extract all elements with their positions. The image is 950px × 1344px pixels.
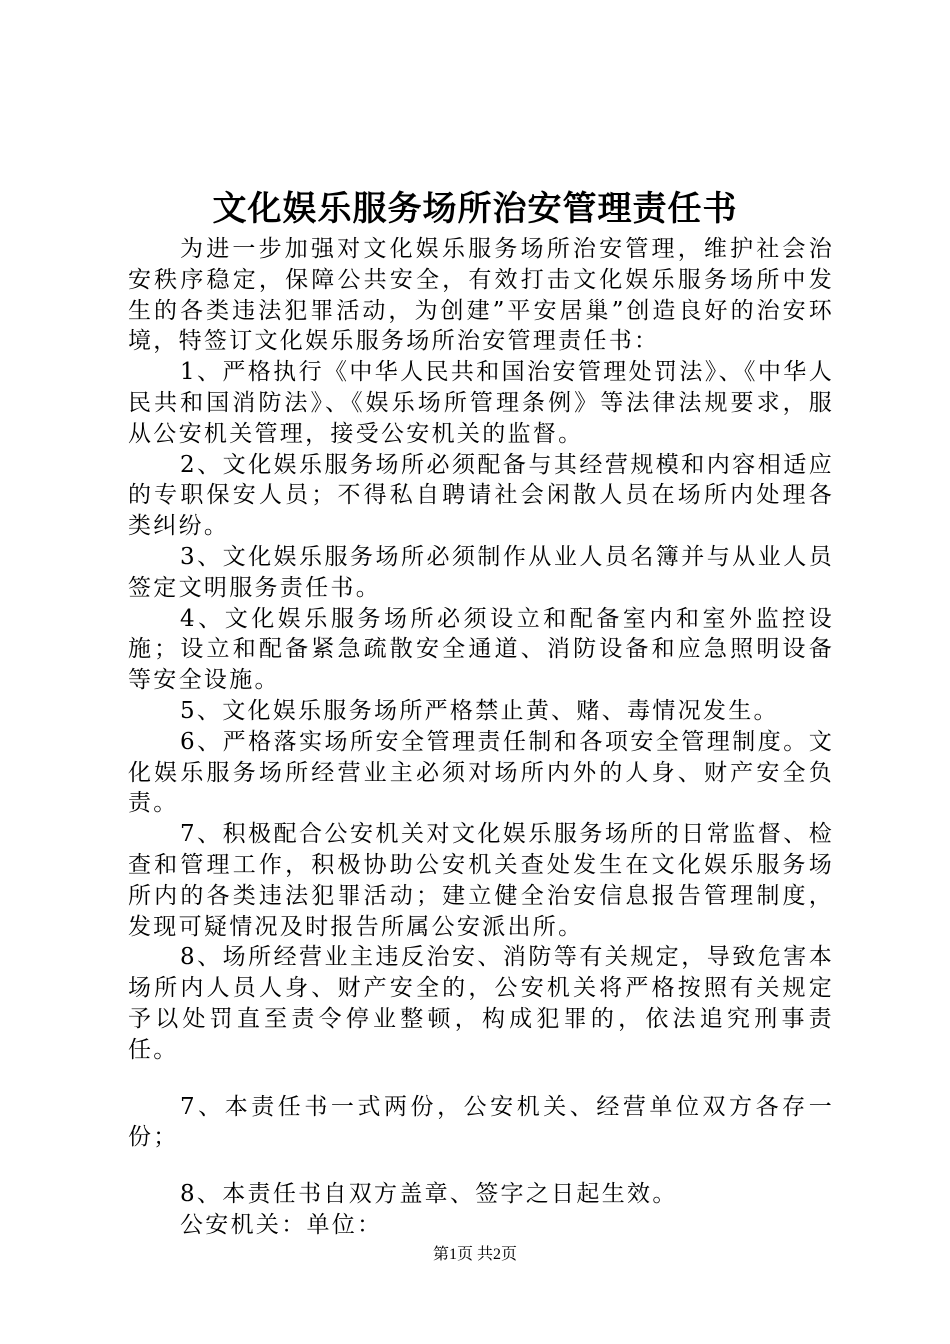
document-body xyxy=(128,234,834,1241)
copies-clause: 7、本责任书一式两份，公安机关、经营单位双方各存一份； xyxy=(128,1093,834,1151)
clause-4: 4、文化娱乐服务场所必须设立和配备室内和室外监控设施；设立和配备紧急疏散安全通道、消防设备和应急照明设备等安全设施。 xyxy=(128,605,834,694)
clause-8: 8、场所经营业主违反治安、消防等有关规定，导致危害本场所内人员人身、财产安全的，公安机关将严格按照有关规定予以处罚直至责令停业整顿，构成犯罪的，依法追究刑事责任。 xyxy=(128,944,834,1063)
clause-5: 5、文化娱乐服务场所严格禁止黄、赌、毒情况发生。 xyxy=(180,697,779,724)
clause-2: 2、文化娱乐服务场所必须配备与其经营规模和内容相适应的专职保安人员；不得私自聘请社会闲散人员在场所内处理各类纠纷。 xyxy=(128,451,834,540)
clause-6: 6、严格落实场所安全管理责任制和各项安全管理制度。文化娱乐服务场所经营业主必须对场所内外的人身、财产安全负责。 xyxy=(128,728,834,817)
clause-3: 3、文化娱乐服务场所必须制作从业人员名簿并与从业人员签定文明服务责任书。 xyxy=(128,543,834,601)
clause-7: 7、积极配合公安机关对文化娱乐服务场所的日常监督、检查和管理工作，积极协助公安机关查处发生在文化娱乐服务场所内的各类违法犯罪活动；建立健全治安信息报告管理制度，发现可疑情况及时报告所属公安派出所。 xyxy=(128,821,834,940)
intro-paragraph: 为进一步加强对文化娱乐服务场所治安管理，维护社会治安秩序稳定，保障公共安全，有效打击文化娱乐服务场所中发生的各类违法犯罪活动，为创建”平安居巢”创造良好的治安环境，特签订文化娱乐服务场所治安管理责任书： xyxy=(128,236,834,355)
signature-line: 公安机关：单位： xyxy=(180,1211,383,1238)
clause-1: 1、严格执行《中华人民共和国治安管理处罚法》、《中华人民共和国消防法》、《娱乐场所管理条例》等法律法规要求，服从公安机关管理，接受公安机关的监督。 xyxy=(128,359,834,447)
document-title: 文化娱乐服务场所治安管理责任书 xyxy=(212,189,738,229)
effective-clause: 8、本责任书自双方盖章、签字之日起生效。 xyxy=(180,1181,678,1208)
page-indicator: 第1页 共2页 xyxy=(432,1246,517,1263)
